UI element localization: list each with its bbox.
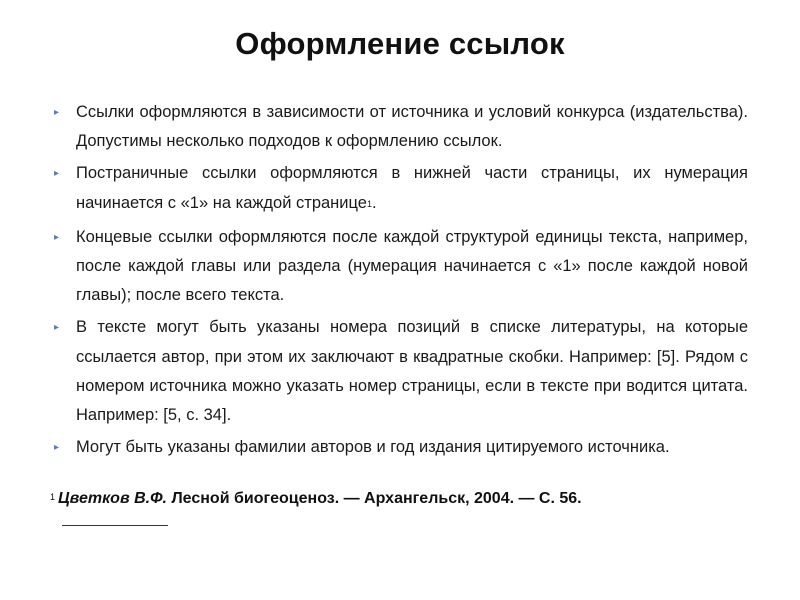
bullet-item (52, 433, 748, 462)
footnote-reference: 1 (366, 198, 372, 209)
bullet-arrow-icon: ▸ (54, 231, 60, 243)
bullet-arrow-icon: ▸ (54, 107, 60, 118)
bullet-text: Могут быть указаны фамилии авторов и год издания цитируемого источника. (76, 438, 670, 457)
bullet-item (52, 313, 748, 430)
footnote (50, 490, 750, 508)
footnote-source: Лесной биогеоценоз. — Архангельск, 2004. — С. 56. (167, 490, 582, 507)
bullet-arrow-icon: ▸ (54, 168, 60, 180)
bullet-text: Ссылки оформляются в зависимости от источника и условий конкурса (издательства). Допустимы несколько подходов к оформлению ссылок. (76, 103, 748, 151)
bullet-arrow-icon: ▸ (54, 442, 60, 454)
footnote-number: 1 (50, 492, 56, 502)
bullet-text: Постраничные ссылки оформляются в нижней части страницы, их нумерация начинается с «1» на каждой странице (76, 164, 748, 212)
bullet-item (52, 98, 748, 156)
footnote-author: Цветков В.Ф. (58, 490, 167, 507)
bullet-arrow-icon: ▸ (54, 322, 60, 334)
bullet-item (52, 159, 748, 219)
bullet-list (52, 98, 748, 465)
footnote-divider (62, 525, 168, 526)
bullet-text-end: . (371, 193, 377, 212)
bullet-text: В тексте могут быть указаны номера позиций в списке литературы, на которые ссылается автор, при этом их заключают в квадратные скобки. Например: [5]. Рядом с номером источника можно указать номер страницы, если в тексте при водится цитата. Например: [5, с. 34]. (76, 318, 748, 425)
bullet-item (52, 223, 748, 311)
bullet-text: Концевые ссылки оформляются после каждой структурой единицы текста, например, после каждой главы или раздела (нумерация начинается с «1» после каждой новой главы); после всего текста. (76, 227, 748, 305)
slide-title: Оформление ссылок (235, 26, 565, 61)
